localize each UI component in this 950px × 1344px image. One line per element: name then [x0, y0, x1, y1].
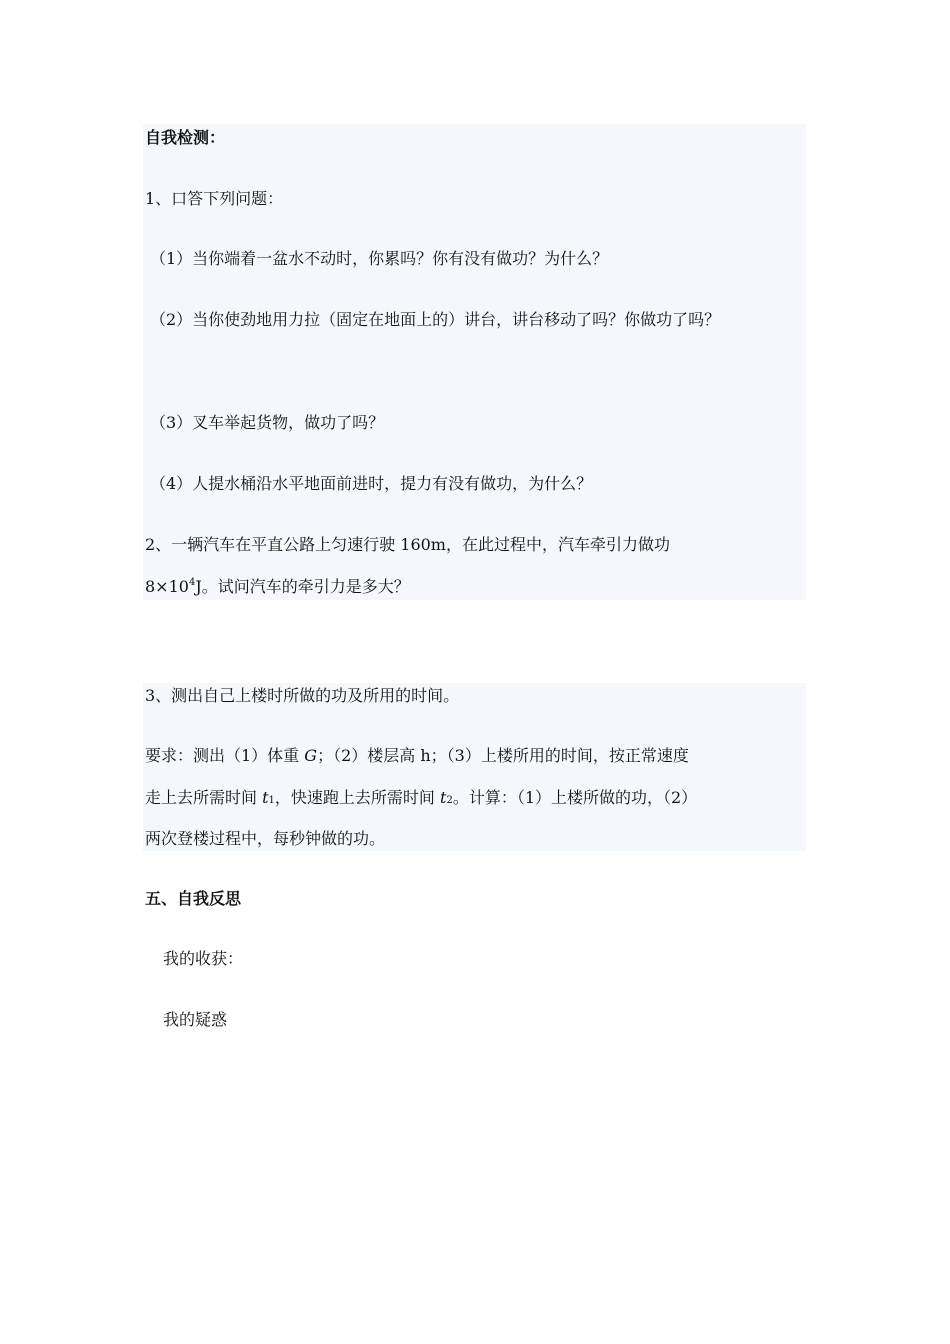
- req2-text-c: 。计算：（1）上楼所做的功，（2）: [452, 788, 698, 807]
- question-1-item-2: （2）当你使劲地用力拉（固定在地面上的）讲台，讲台移动了吗？你做功了吗？: [150, 310, 721, 329]
- req2-text-b: ，快速跑上去所需时间: [274, 788, 440, 807]
- question-1-item-1: （1）当你端着一盆水不动时，你累吗？你有没有做功？为什么？: [150, 249, 609, 268]
- reflection-doubt: 我的疑惑: [163, 1010, 228, 1029]
- req-text-a: 要求：测出（1）体重: [145, 746, 305, 765]
- question-1-item-4: （4）人提水桶沿水平地面前进时，提力有没有做功，为什么？: [150, 474, 593, 493]
- question-2-line-1: 2、一辆汽车在平直公路上匀速行驶 160m，在此过程中，汽车牵引力做功: [145, 535, 670, 554]
- question-1-title: 1、口答下列问题：: [145, 189, 284, 208]
- time-symbol-2: t: [440, 788, 447, 807]
- question-3-requirement-2: [145, 788, 697, 808]
- question-1-item-3: （3）叉车举起货物，做功了吗？: [150, 413, 385, 432]
- question-2-text: J。试问汽车的牵引力是多大？: [195, 577, 410, 596]
- question-3-title: 3、测出自己上楼时所做的功及所用的时间。: [145, 686, 460, 705]
- req-text-b: ；（2）楼层高 h；（3）上楼所用的时间，按正常速度: [317, 746, 689, 765]
- work-exponent: 4: [188, 577, 196, 588]
- question-3-requirement-3: 两次登楼过程中，每秒钟做的功。: [145, 829, 386, 848]
- time-subscript-1: 1: [268, 795, 275, 806]
- time-subscript-2: 2: [446, 795, 453, 806]
- req2-text-a: 走上去所需时间: [145, 788, 263, 807]
- self-test-heading: 自我检测：: [145, 128, 226, 147]
- question-2-line-2: [145, 577, 410, 597]
- work-value: 8×10: [145, 577, 189, 596]
- reflection-gain: 我的收获：: [163, 949, 244, 968]
- task-shade: [143, 683, 806, 851]
- question-3-requirement-1: [145, 746, 689, 766]
- weight-symbol: G: [304, 746, 318, 765]
- reflection-heading: 五、自我反思: [145, 889, 242, 908]
- time-symbol-1: t: [262, 788, 269, 807]
